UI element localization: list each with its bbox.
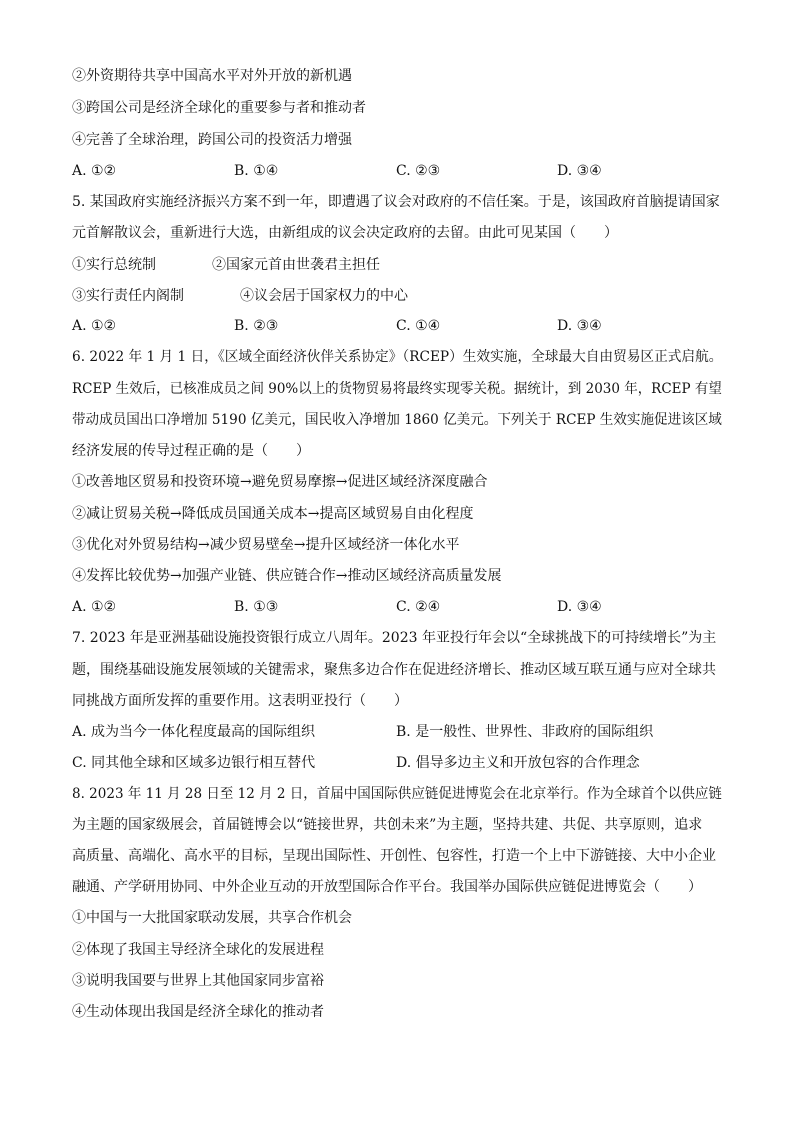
q6-stem-line-2: RCEP 生效后，已核准成员之间 90%以上的货物贸易将最终实现零关税。据统计，到 2030 年，RCEP 有望 [72,381,722,397]
q6-item-3: ③优化对外贸易结构→减少贸易壁垒→提升区域经济一体化水平 [72,537,460,553]
q5-stem-line-2: 元首解散议会，重新进行大选，由新组成的议会决定政府的去留。由此可见某国（ ） [72,225,618,241]
q7-option-d: D. 倡导多边主义和开放包容的合作理念 [396,755,640,771]
q8-item-1: ①中国与一大批国家联动发展，共享合作机会 [72,910,352,926]
q6-option-c: C. ②④ [396,599,441,615]
q7-stem-line-2: 题，围绕基础设施发展领域的关键需求，聚焦多边合作在促进经济增长、推动区域互联互通与应对全球共 [72,662,716,678]
q5-item-4: ④议会居于国家权力的中心 [240,288,408,304]
q4-item-4: ④完善了全球治理，跨国公司的投资活力增强 [72,132,352,148]
q8-item-4: ④生动体现出我国是经济全球化的推动者 [72,1004,324,1020]
q6-item-4: ④发挥比较优势→加强产业链、供应链合作→推动区域经济高质量发展 [72,568,502,584]
q4-option-a: A. ①② [72,163,117,179]
q6-option-a: A. ①② [72,599,117,615]
q8-item-2: ②体现了我国主导经济全球化的发展进程 [72,942,324,958]
q5-option-d: D. ③④ [557,318,602,334]
q4-option-d: D. ③④ [557,163,602,179]
q6-stem-line-4: 经济发展的传导过程正确的是（ ） [72,443,310,459]
q6-item-2: ②减让贸易关税→降低成员国通关成本→提高区域贸易自由化程度 [72,506,474,522]
q7-option-a: A. 成为当今一体化程度最高的国际组织 [72,724,316,740]
q5-item-2: ②国家元首由世袭君主担任 [212,257,380,273]
q4-item-2: ②外资期待共享中国高水平对外开放的新机遇 [72,68,352,84]
q7-stem-line-3: 同挑战方面所发挥的重要作用。这表明亚投行（ ） [72,693,408,709]
q7-option-c: C. 同其他全球和区域多边银行相互替代 [72,755,316,771]
q8-stem-line-3: 高质量、高端化、高水平的目标，呈现出国际性、开创性、包容性，打造一个上中下游链接、大中小企业 [72,848,716,864]
q8-stem-line-1: 8. 2023 年 11 月 28 日至 12 月 2 日，首届中国国际供应链促进博览会在北京举行。作为全球首个以供应链 [72,786,722,802]
q6-item-1: ①改善地区贸易和投资环境→避免贸易摩擦→促进区域经济深度融合 [72,474,488,490]
q4-item-3: ③跨国公司是经济全球化的重要参与者和推动者 [72,100,366,116]
q5-option-c: C. ①④ [396,318,441,334]
q5-item-1: ①实行总统制 [72,257,156,273]
q5-option-b: B. ②③ [234,318,279,334]
q8-stem-line-4: 融通、产学研用协同、中外企业互动的开放型国际合作平台。我国举办国际供应链促进博览会（ ） [72,879,702,895]
q4-option-b: B. ①④ [234,163,279,179]
q4-option-c: C. ②③ [396,163,441,179]
q8-stem-line-2: 为主题的国家级展会，首届链博会以“链接世界，共创未来”为主题，坚持共建、共促、共享原则，追求 [72,817,703,833]
q6-option-b: B. ①③ [234,599,279,615]
q6-option-d: D. ③④ [557,599,602,615]
q5-option-a: A. ①② [72,318,117,334]
q6-stem-line-1: 6. 2022 年 1 月 1 日，《区域全面经济伙伴关系协定》（RCEP）生效实施，全球最大自由贸易区正式启航。 [72,349,723,365]
q7-option-b: B. 是一般性、世界性、非政府的国际组织 [396,724,654,740]
q6-stem-line-3: 带动成员国出口净增加 5190 亿美元，国民收入净增加 1860 亿美元。下列关于 RCEP 生效实施促进该区域 [72,412,722,428]
q5-stem-line-1: 5. 某国政府实施经济振兴方案不到一年，即遭遇了议会对政府的不信任案。于是，该国政府首脑提请国家 [72,194,720,210]
q7-stem-line-1: 7. 2023 年是亚洲基础设施投资银行成立八周年。2023 年亚投行年会以“全球挑战下的可持续增长”为主 [72,630,717,646]
q5-item-3: ③实行责任内阁制 [72,288,184,304]
q8-item-3: ③说明我国要与世界上其他国家同步富裕 [72,973,324,989]
